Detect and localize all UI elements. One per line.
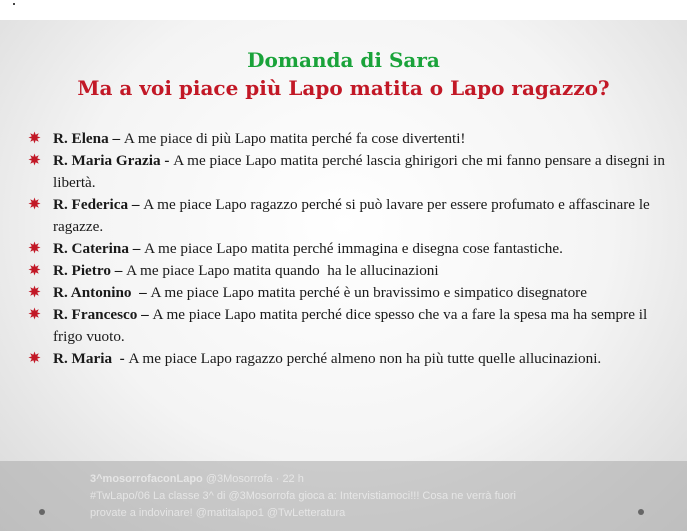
tweet-time: · 22 h (275, 473, 304, 485)
answer-name: R. Antonino (53, 284, 132, 302)
answer-item (28, 260, 668, 282)
tweet-text (90, 471, 610, 522)
answer-name: R. Elena (53, 130, 109, 147)
slide (0, 20, 687, 531)
slide-title: Domanda di Sara (247, 48, 440, 72)
star-bullet-icon (28, 307, 41, 320)
answer-name: R. Caterina (53, 239, 129, 257)
answer-separator: – (128, 195, 144, 213)
answer-item (28, 304, 668, 347)
star-bullet-icon (28, 285, 41, 298)
answer-item (28, 128, 668, 150)
answer-item (28, 282, 668, 304)
tweet-line-2: provate a indovinare! @matitalapo1 @TwLetteratura (90, 507, 346, 519)
answer-name: R. Francesco (53, 306, 138, 324)
top-strip (0, 0, 687, 20)
star-bullet-icon (28, 351, 41, 364)
answer-text: A me piace Lapo matita quando ha le allucinazioni (126, 261, 439, 279)
tweet-handle[interactable]: @3Mosorrofa (205, 473, 273, 485)
top-dot (13, 3, 15, 5)
tweet-author[interactable]: 3^mosorrofaconLapo (90, 473, 203, 485)
answer-name: R. Federica (53, 195, 129, 213)
tweet-line-1: #TwLapo/06 La classe 3^ di @3Mosorrofa gioca a: Intervistiamoci!!! Cosa ne verrà fuori (90, 490, 516, 502)
answer-separator: – (108, 130, 124, 147)
answer-text: A me piace Lapo matita perché lascia ghirigori che mi fanno pensare a disegni in libertà. (53, 152, 669, 191)
answer-separator: – (110, 261, 127, 279)
answer-name: R. Maria (53, 350, 113, 368)
tweet-overlay[interactable] (0, 461, 687, 531)
answer-separator: - (160, 152, 174, 170)
answer-text: A me piace di più Lapo matita perché fa cose divertenti! (123, 130, 466, 147)
answer-separator: – (128, 239, 145, 257)
answer-item (28, 150, 668, 193)
tweet-header (90, 471, 610, 488)
previous-slide-dot[interactable] (39, 509, 45, 515)
star-bullet-icon (28, 197, 41, 210)
star-bullet-icon (28, 263, 41, 276)
answer-text: A me piace Lapo ragazzo perché almeno non ha più tutte quelle allucinazioni. (128, 350, 602, 368)
answer-text: A me piace Lapo matita perché è un bravissimo e simpatico disegnatore (150, 284, 587, 302)
answers-list (28, 128, 668, 370)
answer-separator: – (131, 284, 151, 302)
slide-question: Ma a voi piace più Lapo matita o Lapo ragazzo? (77, 76, 610, 100)
answer-text: A me piace Lapo ragazzo perché si può lavare per essere profumato e affascinare le ragazze. (53, 195, 654, 235)
star-bullet-icon (28, 241, 41, 254)
answer-name: R. Pietro (53, 261, 111, 279)
answer-text: A me piace Lapo matita perché dice spesso che va a fare la spesa ma ha sempre il frigo vuoto. (53, 306, 651, 345)
answer-item (28, 348, 668, 370)
next-slide-dot[interactable] (638, 509, 644, 515)
answer-item (28, 238, 668, 260)
answer-separator: - (112, 350, 129, 368)
answer-separator: – (137, 306, 153, 324)
star-bullet-icon (28, 153, 41, 166)
answer-item (28, 194, 668, 237)
answer-name: R. Maria Grazia (53, 152, 161, 170)
star-bullet-icon (28, 131, 41, 144)
answer-text: A me piace Lapo matita perché immagina e disegna cose fantastiche. (144, 239, 563, 257)
